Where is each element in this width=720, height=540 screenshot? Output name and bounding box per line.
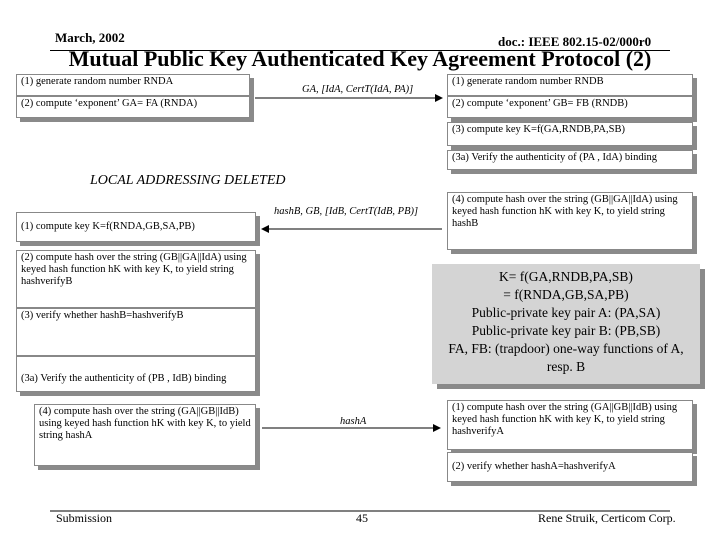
message-3-label: hashA xyxy=(340,416,367,427)
key-relation-line-1: K= f(GA,RNDB,PA,SB) xyxy=(499,269,633,284)
a-step-generate-random: (1) generate random number RNDA xyxy=(16,74,250,96)
key-pair-b: Public-private key pair B: (PB,SB) xyxy=(471,323,661,338)
message-2-label: hashB, GB, [IdB, CertT(IdB, PB)] xyxy=(274,206,419,217)
a-step-compute-hash-a: (4) compute hash over the string (GA||GB||IdB) using keyed hash function hK with key K, to yield string hashA xyxy=(34,404,256,466)
key-relations-box xyxy=(432,264,700,384)
b-step-generate-random: (1) generate random number RNDB xyxy=(447,74,693,96)
header-date: March, 2002 xyxy=(55,30,125,45)
footer-submission: Submission xyxy=(56,511,113,525)
key-relation-line-2: = f(RNDA,GB,SA,PB) xyxy=(503,287,629,302)
one-way-functions: FA, FB: (trapdoor) one-way functions of A, resp. B xyxy=(448,341,684,374)
b-step-compute-exponent: (2) compute ‘exponent’ GB= FB (RNDB) xyxy=(447,96,693,118)
b-step-compute-hash-verify: (1) compute hash over the string (GA||GB||IdB) using keyed hash function hK with key K, to yield string hashverifyA xyxy=(447,400,693,450)
b-step-verify-hash: (2) verify whether hashA=hashverifyA xyxy=(447,452,693,482)
a-step-compute-key: (1) compute key K=f(RNDA,GB,SA,PB) xyxy=(16,212,256,242)
a-step-verify-binding: (3a) Verify the authenticity of (PB , IdB) binding xyxy=(16,356,256,392)
footer-page-number: 45 xyxy=(356,511,368,525)
header-doc-id: doc.: IEEE 802.15-02/000r0 xyxy=(498,34,652,49)
b-step-verify-binding: (3a) Verify the authenticity of (PA , IdA) binding xyxy=(447,150,693,170)
a-step-compute-hash: (2) compute hash over the string (GB||GA||IdA) using keyed hash function hK with key K, to yield string hashverifyB xyxy=(16,250,256,308)
page-title: Mutual Public Key Authenticated Key Agreement Protocol (2) xyxy=(68,46,652,71)
message-1-label: GA, [IdA, CertT(IdA, PA)] xyxy=(302,84,414,95)
a-step-compute-exponent: (2) compute ‘exponent’ GA= FA (RNDA) xyxy=(16,96,250,118)
footer-author: Rene Struik, Certicom Corp. xyxy=(538,511,676,525)
a-step-verify-hash: (3) verify whether hashB=hashverifyB xyxy=(16,308,256,356)
local-addressing-note: LOCAL ADDRESSING DELETED xyxy=(90,173,286,188)
key-pair-a: Public-private key pair A: (PA,SA) xyxy=(471,305,661,320)
b-step-compute-hash: (4) compute hash over the string (GB||GA||IdA) using keyed hash function hK with key K, to yield string hashB xyxy=(447,192,693,250)
b-step-compute-key: (3) compute key K=f(GA,RNDB,PA,SB) xyxy=(447,122,693,146)
